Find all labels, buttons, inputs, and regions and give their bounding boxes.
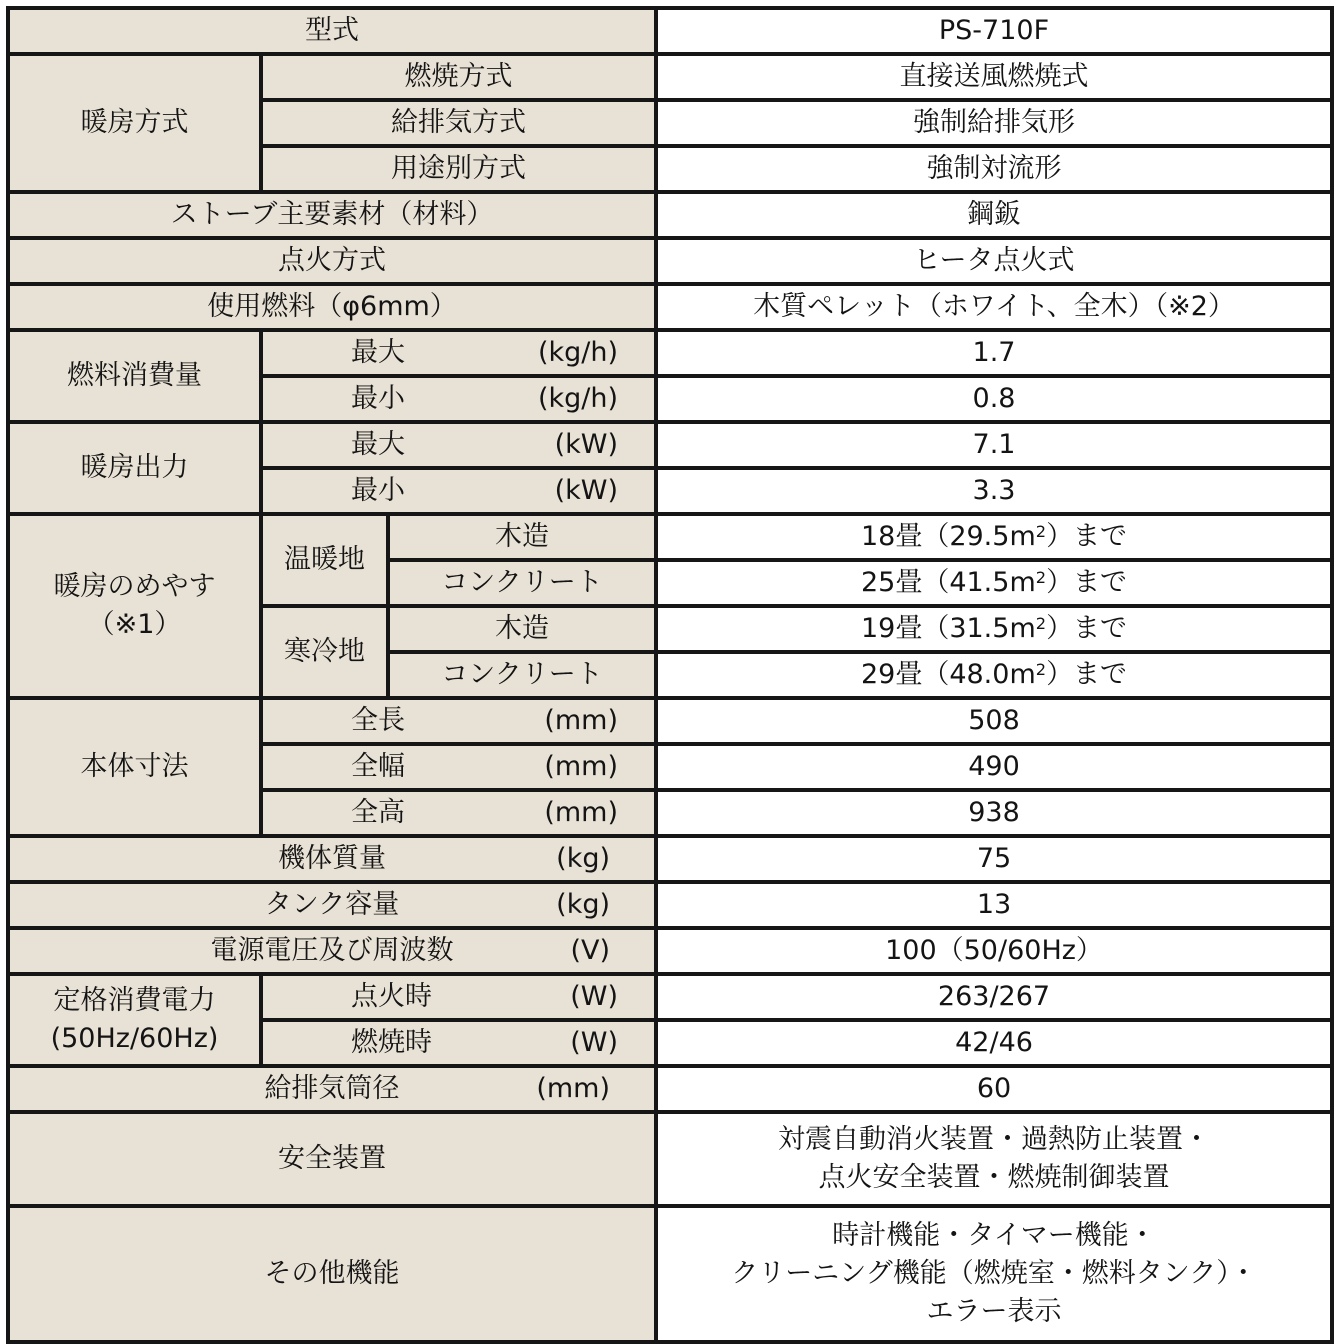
usage-label: 用途別方式	[261, 146, 656, 192]
combustion-power-label-cell	[261, 1020, 656, 1066]
heating-guide-label-line2: （※1）	[87, 609, 182, 640]
combustion-label: 燃焼方式	[261, 54, 656, 100]
height-label-cell	[261, 790, 656, 836]
warm-wood-suffix: ）まで	[1046, 521, 1128, 552]
power-supply-label: 電源電圧及び周波数	[210, 935, 454, 966]
width-label-cell	[261, 744, 656, 790]
height-label: 全高	[351, 797, 405, 828]
row-guide-warm-wood	[8, 514, 1332, 560]
power-consumption-label	[8, 974, 261, 1066]
length-label: 全長	[351, 705, 405, 736]
safety-value	[656, 1112, 1332, 1206]
output-max-label: 最大	[351, 429, 405, 460]
row-tank	[8, 882, 1332, 928]
row-model	[8, 8, 1332, 54]
output-min-label-cell	[261, 468, 656, 514]
fuel-max-label-cell	[261, 330, 656, 376]
height-value: 938	[656, 790, 1332, 836]
output-max-unit: (kW)	[554, 429, 619, 460]
warm-region-label: 温暖地	[261, 514, 388, 606]
cold-wood-sup: 2	[1035, 614, 1047, 633]
width-value: 490	[656, 744, 1332, 790]
ignition-power-label: 点火時	[351, 981, 432, 1012]
flue-value: 60	[656, 1066, 1332, 1112]
row-fuel	[8, 284, 1332, 330]
warm-concrete-label: コンクリート	[388, 560, 656, 606]
combustion-value: 直接送風燃焼式	[656, 54, 1332, 100]
heating-output-label: 暖房出力	[8, 422, 261, 514]
row-other	[8, 1206, 1332, 1342]
flue-label-cell	[8, 1066, 656, 1112]
power-supply-value: 100（50/60Hz）	[656, 928, 1332, 974]
tank-label: タンク容量	[264, 889, 400, 920]
warm-wood-label: 木造	[388, 514, 656, 560]
row-material	[8, 192, 1332, 238]
ignition-power-value: 263/267	[656, 974, 1332, 1020]
cold-wood-area: 19畳（31.5m	[860, 613, 1036, 644]
ignition-value: ヒータ点火式	[656, 238, 1332, 284]
fuel-min-label-cell	[261, 376, 656, 422]
fuel-max-label: 最大	[351, 337, 405, 368]
output-min-value: 3.3	[656, 468, 1332, 514]
cold-concrete-area: 29畳（48.0m	[860, 659, 1036, 690]
exhaust-value: 強制給排気形	[656, 100, 1332, 146]
heating-guide-label-line1: 暖房のめやす	[53, 571, 216, 602]
weight-value: 75	[656, 836, 1332, 882]
fuel-value: 木質ペレット（ホワイト、全木）（※2）	[656, 284, 1332, 330]
row-ignition	[8, 238, 1332, 284]
cold-concrete-sup: 2	[1035, 660, 1047, 679]
cold-concrete-suffix: ）まで	[1046, 659, 1128, 690]
weight-unit: (kg)	[556, 843, 611, 874]
combustion-power-value: 42/46	[656, 1020, 1332, 1066]
width-label: 全幅	[351, 751, 405, 782]
output-min-label: 最小	[351, 475, 405, 506]
other-line2: クリーニング機能（燃焼室・燃料タンク）・	[731, 1258, 1257, 1289]
other-line3: エラー表示	[926, 1296, 1062, 1327]
fuel-label: 使用燃料（φ6mm）	[8, 284, 656, 330]
length-unit: (mm)	[544, 705, 619, 736]
power-consumption-label-line1: 定格消費電力	[53, 985, 216, 1016]
other-line1: 時計機能・タイマー機能・	[832, 1220, 1156, 1251]
spec-table	[6, 6, 1334, 1344]
warm-wood-sup: 2	[1035, 522, 1047, 541]
warm-concrete-area: 25畳（41.5m	[860, 567, 1036, 598]
row-dim-length	[8, 698, 1332, 744]
tank-label-cell	[8, 882, 656, 928]
row-output-max	[8, 422, 1332, 468]
output-max-value: 7.1	[656, 422, 1332, 468]
warm-wood-area: 18畳（29.5m	[860, 521, 1036, 552]
height-unit: (mm)	[544, 797, 619, 828]
cold-wood-suffix: ）まで	[1046, 613, 1128, 644]
cold-wood-label: 木造	[388, 606, 656, 652]
model-value: PS-710F	[656, 8, 1332, 54]
fuel-min-label: 最小	[351, 383, 405, 414]
other-label: その他機能	[8, 1206, 656, 1342]
usage-value: 強制対流形	[656, 146, 1332, 192]
weight-label: 機体質量	[278, 843, 386, 874]
row-weight	[8, 836, 1332, 882]
warm-concrete-value	[656, 560, 1332, 606]
output-min-unit: (kW)	[554, 475, 619, 506]
ignition-power-unit: (W)	[570, 981, 619, 1012]
combustion-power-unit: (W)	[570, 1027, 619, 1058]
ignition-label: 点火方式	[8, 238, 656, 284]
power-supply-unit: (V)	[570, 935, 611, 966]
fuel-max-value: 1.7	[656, 330, 1332, 376]
safety-line2: 点火安全装置・燃焼制御装置	[818, 1162, 1170, 1193]
model-label: 型式	[8, 8, 656, 54]
flue-unit: (mm)	[536, 1073, 611, 1104]
fuel-min-unit: (kg/h)	[537, 383, 619, 414]
ignition-power-label-cell	[261, 974, 656, 1020]
safety-line1: 対震自動消火装置・過熱防止装置・	[778, 1124, 1211, 1155]
length-value: 508	[656, 698, 1332, 744]
power-supply-label-cell	[8, 928, 656, 974]
row-safety	[8, 1112, 1332, 1206]
tank-unit: (kg)	[556, 889, 611, 920]
warm-concrete-suffix: ）まで	[1046, 567, 1128, 598]
safety-label: 安全装置	[8, 1112, 656, 1206]
row-power-supply	[8, 928, 1332, 974]
cold-wood-value	[656, 606, 1332, 652]
heating-guide-label	[8, 514, 261, 698]
exhaust-label: 給排気方式	[261, 100, 656, 146]
other-value	[656, 1206, 1332, 1342]
row-fuel-max	[8, 330, 1332, 376]
fuel-max-unit: (kg/h)	[537, 337, 619, 368]
heating-method-label: 暖房方式	[8, 54, 261, 192]
warm-concrete-sup: 2	[1035, 568, 1047, 587]
power-consumption-label-line2: (50Hz/60Hz)	[50, 1023, 219, 1054]
tank-value: 13	[656, 882, 1332, 928]
cold-region-label: 寒冷地	[261, 606, 388, 698]
width-unit: (mm)	[544, 751, 619, 782]
cold-concrete-label: コンクリート	[388, 652, 656, 698]
fuel-min-value: 0.8	[656, 376, 1332, 422]
combustion-power-label: 燃焼時	[351, 1027, 432, 1058]
flue-label: 給排気筒径	[264, 1073, 400, 1104]
material-label: ストーブ主要素材（材料）	[8, 192, 656, 238]
row-power-ignition	[8, 974, 1332, 1020]
warm-wood-value	[656, 514, 1332, 560]
fuel-consumption-label: 燃料消費量	[8, 330, 261, 422]
row-flue	[8, 1066, 1332, 1112]
weight-label-cell	[8, 836, 656, 882]
dimensions-label: 本体寸法	[8, 698, 261, 836]
row-combustion	[8, 54, 1332, 100]
material-value: 鋼鈑	[656, 192, 1332, 238]
output-max-label-cell	[261, 422, 656, 468]
cold-concrete-value	[656, 652, 1332, 698]
length-label-cell	[261, 698, 656, 744]
